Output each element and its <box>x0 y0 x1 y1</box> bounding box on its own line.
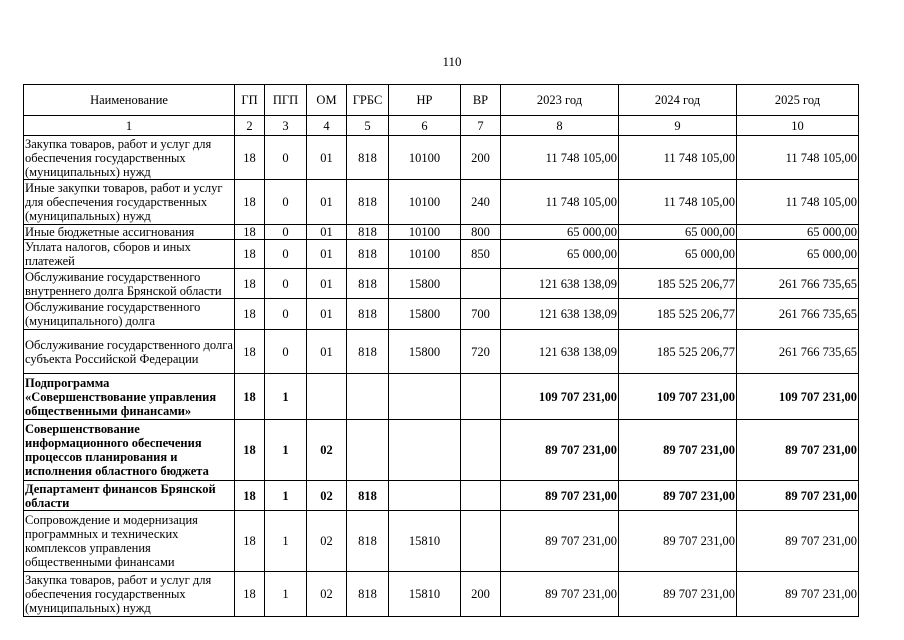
row-amount-2023: 89 707 231,00 <box>501 420 619 481</box>
row-vr: 200 <box>461 572 501 617</box>
header-vr: ВР <box>461 85 501 116</box>
row-amount-2024: 89 707 231,00 <box>619 511 737 572</box>
row-grbs: 818 <box>347 269 389 299</box>
table-row <box>24 511 859 572</box>
row-pgp: 1 <box>265 481 307 511</box>
row-name: Департамент финансов Брянской области <box>24 481 235 511</box>
row-vr: 720 <box>461 330 501 374</box>
row-amount-2024: 11 748 105,00 <box>619 180 737 225</box>
row-pgp: 1 <box>265 420 307 481</box>
row-gp: 18 <box>235 299 265 330</box>
table-row <box>24 299 859 330</box>
row-grbs: 818 <box>347 330 389 374</box>
row-name: Подпрограмма «Совершенствование управления общественными финансами» <box>24 374 235 420</box>
header-grbs: ГРБС <box>347 85 389 116</box>
row-nr <box>389 481 461 511</box>
table-body <box>24 136 859 617</box>
row-nr: 15810 <box>389 511 461 572</box>
column-number: 10 <box>737 116 859 136</box>
row-pgp: 0 <box>265 136 307 180</box>
row-om: 01 <box>307 299 347 330</box>
row-om: 01 <box>307 180 347 225</box>
row-amount-2025: 65 000,00 <box>737 225 859 240</box>
row-grbs <box>347 374 389 420</box>
table-row <box>24 572 859 617</box>
page-number: 110 <box>442 54 462 69</box>
row-pgp: 1 <box>265 572 307 617</box>
row-amount-2023: 89 707 231,00 <box>501 572 619 617</box>
row-amount-2023: 121 638 138,09 <box>501 269 619 299</box>
row-om: 02 <box>307 420 347 481</box>
row-pgp: 0 <box>265 269 307 299</box>
column-number: 9 <box>619 116 737 136</box>
header-2024: 2024 год <box>619 85 737 116</box>
table-row <box>24 136 859 180</box>
row-amount-2025: 11 748 105,00 <box>737 180 859 225</box>
table-row <box>24 225 859 240</box>
row-amount-2024: 89 707 231,00 <box>619 420 737 481</box>
row-grbs: 818 <box>347 180 389 225</box>
row-amount-2025: 89 707 231,00 <box>737 481 859 511</box>
column-number: 2 <box>235 116 265 136</box>
row-amount-2023: 121 638 138,09 <box>501 330 619 374</box>
row-amount-2025: 261 766 735,65 <box>737 330 859 374</box>
row-gp: 18 <box>235 374 265 420</box>
column-number: 7 <box>461 116 501 136</box>
row-nr: 10100 <box>389 240 461 269</box>
row-amount-2023: 11 748 105,00 <box>501 136 619 180</box>
row-nr: 10100 <box>389 180 461 225</box>
table-row <box>24 330 859 374</box>
row-amount-2024: 185 525 206,77 <box>619 330 737 374</box>
row-grbs: 818 <box>347 299 389 330</box>
row-vr <box>461 374 501 420</box>
row-amount-2025: 109 707 231,00 <box>737 374 859 420</box>
header-name: Наименование <box>24 85 235 116</box>
header-gp: ГП <box>235 85 265 116</box>
row-grbs: 818 <box>347 225 389 240</box>
row-pgp: 1 <box>265 374 307 420</box>
column-number: 6 <box>389 116 461 136</box>
header-pgp: ПГП <box>265 85 307 116</box>
row-pgp: 0 <box>265 330 307 374</box>
column-number: 8 <box>501 116 619 136</box>
column-number: 1 <box>24 116 235 136</box>
row-grbs: 818 <box>347 136 389 180</box>
row-name: Закупка товаров, работ и услуг для обеспечения государственных (муниципальных) нужд <box>24 572 235 617</box>
table-row <box>24 180 859 225</box>
row-vr <box>461 481 501 511</box>
row-vr: 800 <box>461 225 501 240</box>
row-amount-2025: 89 707 231,00 <box>737 511 859 572</box>
row-amount-2024: 11 748 105,00 <box>619 136 737 180</box>
row-gp: 18 <box>235 136 265 180</box>
table-row <box>24 481 859 511</box>
row-amount-2024: 109 707 231,00 <box>619 374 737 420</box>
row-name: Обслуживание государственного внутреннего долга Брянской области <box>24 269 235 299</box>
header-row <box>24 85 859 116</box>
row-name: Иные закупки товаров, работ и услуг для обеспечения государственных (муниципальных) нужд <box>24 180 235 225</box>
row-pgp: 0 <box>265 240 307 269</box>
row-amount-2023: 109 707 231,00 <box>501 374 619 420</box>
row-nr <box>389 374 461 420</box>
row-gp: 18 <box>235 180 265 225</box>
row-nr: 15800 <box>389 299 461 330</box>
row-nr: 10100 <box>389 136 461 180</box>
row-pgp: 1 <box>265 511 307 572</box>
row-gp: 18 <box>235 481 265 511</box>
table-row <box>24 420 859 481</box>
row-om: 02 <box>307 511 347 572</box>
column-number-row <box>24 116 859 136</box>
row-name: Уплата налогов, сборов и иных платежей <box>24 240 235 269</box>
row-amount-2024: 89 707 231,00 <box>619 481 737 511</box>
row-om: 01 <box>307 330 347 374</box>
row-amount-2023: 89 707 231,00 <box>501 511 619 572</box>
row-amount-2024: 65 000,00 <box>619 240 737 269</box>
row-amount-2023: 89 707 231,00 <box>501 481 619 511</box>
row-vr: 700 <box>461 299 501 330</box>
row-amount-2023: 11 748 105,00 <box>501 180 619 225</box>
row-gp: 18 <box>235 240 265 269</box>
table-row <box>24 269 859 299</box>
row-om: 01 <box>307 136 347 180</box>
column-number: 3 <box>265 116 307 136</box>
header-2025: 2025 год <box>737 85 859 116</box>
row-grbs: 818 <box>347 572 389 617</box>
row-om: 01 <box>307 225 347 240</box>
row-amount-2025: 261 766 735,65 <box>737 269 859 299</box>
row-om <box>307 374 347 420</box>
row-amount-2025: 89 707 231,00 <box>737 572 859 617</box>
row-om: 01 <box>307 269 347 299</box>
row-name: Обслуживание государственного (муниципального) долга <box>24 299 235 330</box>
row-pgp: 0 <box>265 299 307 330</box>
row-om: 02 <box>307 481 347 511</box>
row-gp: 18 <box>235 420 265 481</box>
row-amount-2023: 121 638 138,09 <box>501 299 619 330</box>
row-vr <box>461 420 501 481</box>
row-nr: 15800 <box>389 269 461 299</box>
row-grbs: 818 <box>347 481 389 511</box>
row-amount-2023: 65 000,00 <box>501 225 619 240</box>
header-nr: НР <box>389 85 461 116</box>
row-amount-2025: 65 000,00 <box>737 240 859 269</box>
row-gp: 18 <box>235 511 265 572</box>
row-amount-2024: 89 707 231,00 <box>619 572 737 617</box>
row-name: Совершенствование информационного обеспечения процессов планирования и исполнения областного бюджета <box>24 420 235 481</box>
row-gp: 18 <box>235 572 265 617</box>
table-row <box>24 374 859 420</box>
column-number: 5 <box>347 116 389 136</box>
column-number: 4 <box>307 116 347 136</box>
row-vr <box>461 511 501 572</box>
row-amount-2025: 11 748 105,00 <box>737 136 859 180</box>
header-2023: 2023 год <box>501 85 619 116</box>
row-name: Обслуживание государственного долга субъекта Российской Федерации <box>24 330 235 374</box>
row-gp: 18 <box>235 330 265 374</box>
row-grbs: 818 <box>347 511 389 572</box>
row-nr: 15800 <box>389 330 461 374</box>
row-pgp: 0 <box>265 180 307 225</box>
row-grbs: 818 <box>347 240 389 269</box>
row-name: Сопровождение и модернизация программных и технических комплексов управления общественными финансами <box>24 511 235 572</box>
row-name: Иные бюджетные ассигнования <box>24 225 235 240</box>
budget-table <box>23 84 859 617</box>
row-vr: 850 <box>461 240 501 269</box>
row-om: 02 <box>307 572 347 617</box>
row-om: 01 <box>307 240 347 269</box>
row-name: Закупка товаров, работ и услуг для обеспечения государственных (муниципальных) нужд <box>24 136 235 180</box>
row-nr: 10100 <box>389 225 461 240</box>
row-amount-2023: 65 000,00 <box>501 240 619 269</box>
header-om: ОМ <box>307 85 347 116</box>
row-vr: 200 <box>461 136 501 180</box>
row-gp: 18 <box>235 225 265 240</box>
row-amount-2024: 185 525 206,77 <box>619 299 737 330</box>
row-nr <box>389 420 461 481</box>
row-pgp: 0 <box>265 225 307 240</box>
row-gp: 18 <box>235 269 265 299</box>
row-vr <box>461 269 501 299</box>
row-grbs <box>347 420 389 481</box>
row-amount-2025: 89 707 231,00 <box>737 420 859 481</box>
table-row <box>24 240 859 269</box>
row-vr: 240 <box>461 180 501 225</box>
row-amount-2024: 185 525 206,77 <box>619 269 737 299</box>
row-nr: 15810 <box>389 572 461 617</box>
row-amount-2025: 261 766 735,65 <box>737 299 859 330</box>
row-amount-2024: 65 000,00 <box>619 225 737 240</box>
